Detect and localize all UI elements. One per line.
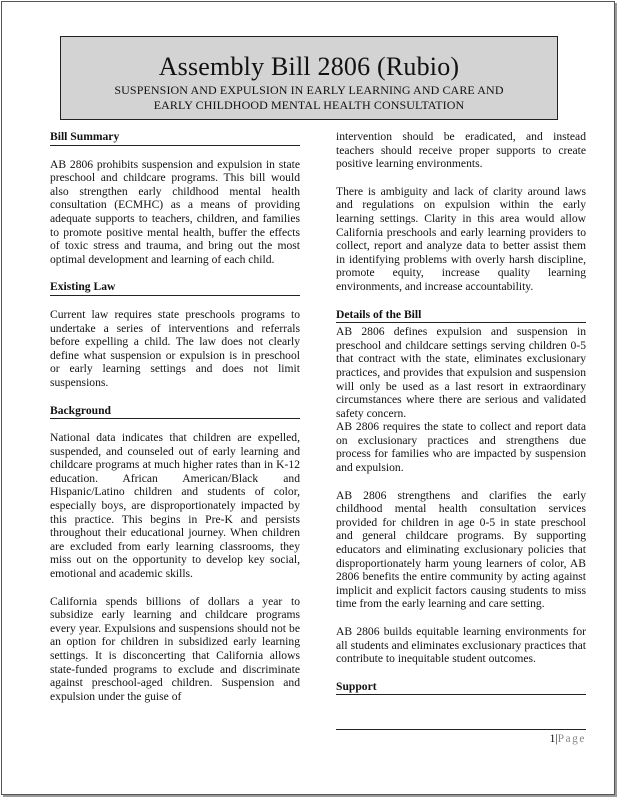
left-column — [50, 130, 300, 703]
page-number: 1 — [549, 733, 556, 745]
background-paragraph-2: California spends billions of dollars a year to subsidize early learning and childcare programs every year. Expulsions and suspensions should not be an option for children in subsidized early learning settings. It is disconcerting that California allows state-funded programs to exclude and discriminate against preschool-aged children. Suspension and expulsion under the guise of — [50, 594, 300, 703]
background-heading: Background — [50, 404, 300, 420]
background-continued-text: intervention should be eradicated, and instead teachers should receive proper supports to create positive learning environments. — [336, 130, 586, 171]
details-paragraph-4: AB 2806 builds equitable learning environments for all students and eliminates exclusionary practices that contribute to inequitable student outcomes. — [336, 625, 586, 666]
ambiguity-paragraph: There is ambiguity and lack of clarity around laws and regulations on expulsion within the early learning settings. Clarity in this area would allow California preschools and early learning providers to collect, report and analyze data to better assist them in identifying problems with overly harsh discipline, promote equity, increase quality learning environments, and increase accountability. — [336, 184, 586, 293]
page-label: Page — [557, 733, 586, 745]
details-paragraph-1: AB 2806 defines expulsion and suspension in preschool and childcare settings serving children 0-5 that contract with the state, eliminates exclusionary practices, and provides that expulsion and suspension will only be used as a last resort in extraordinary circumstances where there are serious and validated safety concern. — [336, 325, 586, 420]
details-paragraph-2: AB 2806 requires the state to collect and report data on exclusionary practices and strengthens due process for families who are impacted by suspension and expulsion. — [336, 420, 586, 475]
details-heading: Details of the Bill — [336, 308, 586, 324]
bill-subtitle-line-2: EARLY CHILDHOOD MENTAL HEALTH CONSULTATION — [153, 98, 465, 112]
bill-subtitle-line-1: SUSPENSION AND EXPULSION IN EARLY LEARNING AND CARE AND — [114, 83, 504, 97]
existing-law-heading: Existing Law — [50, 280, 300, 296]
existing-law-text: Current law requires state preschools programs to undertake a series of interventions and referrals before expelling a child. The law does not clearly define what suspension or expulsion is in preschool or early learning settings and does not limit suspensions. — [50, 307, 300, 389]
bill-title: Assembly Bill 2806 (Rubio) — [158, 52, 460, 81]
background-paragraph-1: National data indicates that children are expelled, suspended, and counseled out of early learning and childcare programs at much higher rates than in K-12 education. African American/Black and Hispanic/Latino children and students of color, especially boys, are disproportionately impacted by this practice. This begins in Pre-K and persists throughout their educational journey. When children are excluded from early learning classrooms, they miss out on the opportunity to develop key social, emotional and academic skills. — [50, 431, 300, 581]
support-heading: Support — [336, 680, 586, 696]
details-paragraph-3: AB 2806 strengthens and clarifies the early childhood mental health consultation services provided for children in age 0-5 in state preschool and general childcare programs. By supporting educators and eliminating exclusionary policies that disproportionately harm young learners of color, AB 2806 benefits the entire community by acting against implicit and explicit factors causing students to miss time from the early learning and care setting. — [336, 488, 586, 611]
summary-heading: Bill Summary — [50, 130, 300, 146]
page-separator: | — [555, 733, 558, 745]
summary-text: AB 2806 prohibits suspension and expulsion in state preschool and childcare programs. This bill would also strengthen early childhood mental health consultation (ECMHC) as a means of providing adequate supports to teachers, children, and families to promote positive mental health, buffer the effects of toxic stress and trauma, and bring out the most optimal development and learning of each child. — [50, 157, 300, 266]
right-column — [336, 130, 586, 707]
page-footer — [336, 729, 586, 745]
title-banner — [60, 36, 558, 120]
